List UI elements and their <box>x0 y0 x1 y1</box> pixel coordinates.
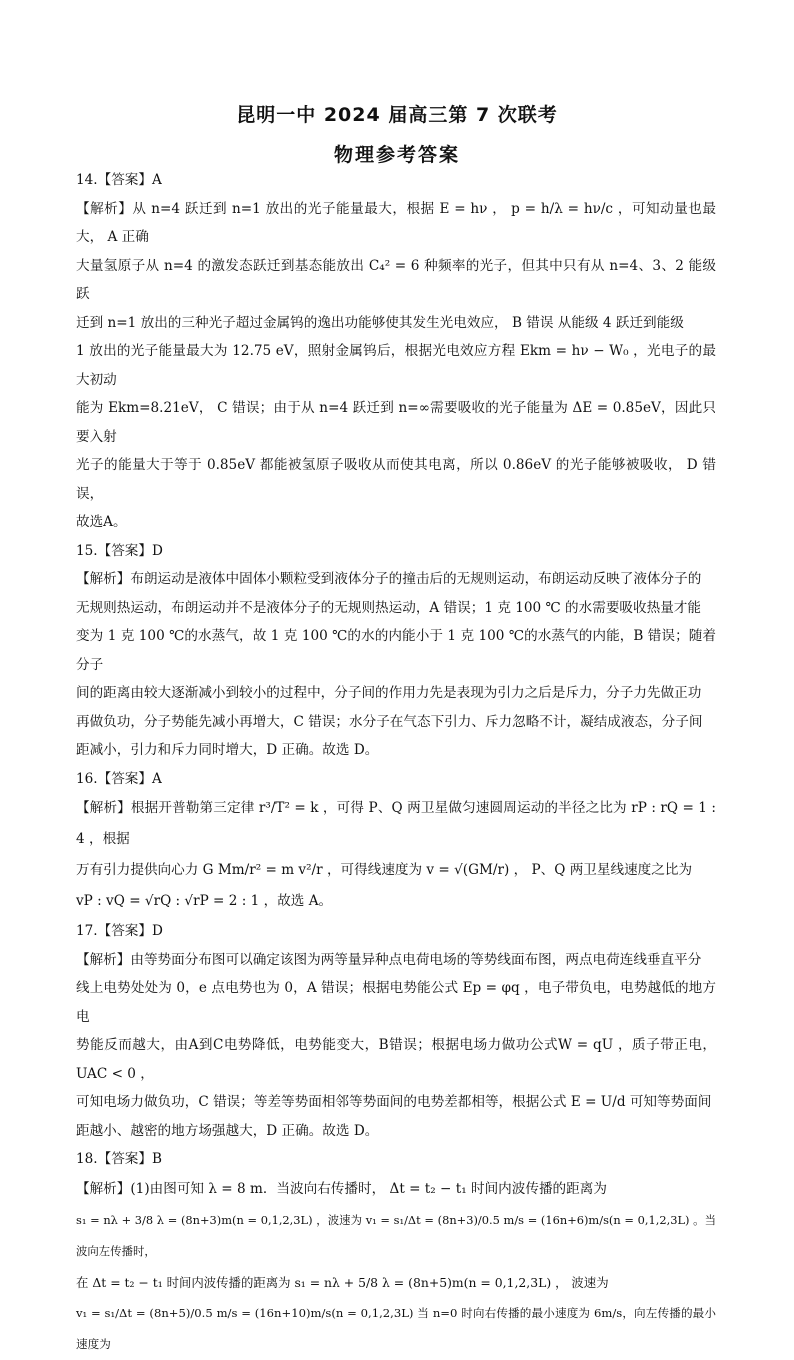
q14-analysis-line-5: 能为 Ekm=8.21eV， C 错误；由于从 n=4 跃迁到 n=∞需要吸收的光子能量为 ΔE = 0.85eV，因此只要入射 <box>76 400 716 445</box>
q15-analysis-line-1: 【解析】布朗运动是液体中固体小颗粒受到液体分子的撞击后的无规则运动，布朗运动反映了液体分子的 <box>76 571 702 587</box>
q15-answer: 15.【答案】D <box>76 542 163 559</box>
q15-analysis-line-3: 变为 1 克 100 ℃的水蒸气，故 1 克 100 ℃的水的内能小于 1 克 100 ℃的水蒸气的内能，B 错误；随着分子 <box>76 628 716 673</box>
q18-analysis-line-4: v₁ = s₁/Δt = (8n+5)/0.5 m/s = (16n+10)m/s(n = 0,1,2,3L) 当 n=0 时向右传播的最小速度为 6m/s，向左传播的最小速度为 <box>76 1305 716 1351</box>
q15-analysis-line-4: 间的距离由较大逐渐减小到较小的过程中，分子间的作用力先是表现为引力之后是斥力，分子力先做正功 <box>76 685 702 701</box>
q14-analysis-line-3: 迁到 n=1 放出的三种光子超过金属钨的逸出功能够使其发生光电效应， B 错误 从能级 4 跃迁到能级 <box>76 314 684 331</box>
q14-analysis-line-2: 大量氢原子从 n=4 的激发态跃迁到基态能放出 C₄² = 6 种频率的光子，但其中只有从 n=4、3、2 能级跃 <box>76 257 716 302</box>
q17-analysis-line-2: 线上电势处处为 0，e 点电势也为 0，A 错误；根据电势能公式 Ep = φq ，电子带负电，电势越低的地方电 <box>76 980 716 1025</box>
q17-analysis-line-1: 【解析】由等势面分布图可以确定该图为两等量异种点电荷电场的等势线面布图，两点电荷连线垂直平分 <box>76 951 702 968</box>
q14-analysis-line-4: 1 放出的光子能量最大为 12.75 eV，照射金属钨后，根据光电效应方程 Ekm = hν − W₀ ，光电子的最大初动 <box>76 343 716 388</box>
q16-analysis-line-3: vP : vQ = √rQ : √rP = 2 : 1 ，故选 A。 <box>76 893 333 909</box>
document-subtitle: 物理参考答案 <box>333 144 460 166</box>
q18-answer: 18.【答案】B <box>76 1151 162 1167</box>
q15-analysis-line-5: 再做负功，分子势能先减小再增大，C 错误；水分子在气态下引力、斥力忽略不计，凝结成液态，分子间 <box>76 713 703 730</box>
q18-analysis-line-1: 【解析】(1)由图可知 λ = 8 m．当波向右传播时， Δt = t₂ − t₁ 时间内波传播的距离为 <box>76 1180 607 1197</box>
q18-analysis-line-3: 在 Δt = t₂ − t₁ 时间内波传播的距离为 s₁ = nλ + 5/8 λ = (8n+5)m(n = 0,1,2,3L) ， 波速为 <box>76 1274 609 1290</box>
q17-answer: 17.【答案】D <box>76 923 163 939</box>
q14-analysis-line-1: 【解析】从 n=4 跃迁到 n=1 放出的光子能量最大，根据 E = hν ， p = h/λ = hν/c ，可知动量也最大， A 正确 <box>76 200 716 245</box>
q17-analysis-line-4: 可知电场力做负功，C 错误；等差等势面相邻等势面间的电势差都相等，根据公式 E = U/d 可知等势面间 <box>76 1094 712 1110</box>
q16-answer: 16.【答案】A <box>76 770 162 787</box>
q17-analysis-line-3: 势能反而越大，由A到C电势降低，电势能变大，B错误；根据电场力做功公式W = qU ，质子带正电， UAC < 0 ， <box>76 1037 716 1082</box>
q17-analysis-line-5: 距越小、越密的地方场强越大，D 正确。故选 D。 <box>76 1122 379 1139</box>
q18-analysis-line-2: s₁ = nλ + 3/8 λ = (8n+3)m(n = 0,1,2,3L) ，波速为 v₁ = s₁/Δt = (8n+3)/0.5 m/s = (16n+6)m/s(n = 0,1,2,3L) 。当波向左传播时， <box>76 1212 716 1258</box>
q14-answer: 14.【答案】A <box>76 172 162 188</box>
q16-analysis-line-2: 万有引力提供向心力 G Mm/r² = m v²/r ，可得线速度为 v = √(GM/r) ， P、Q 两卫星线速度之比为 <box>76 862 693 878</box>
q14-analysis-line-6: 光子的能量大于等于 0.85eV 都能被氢原子吸收从而使其电离，所以 0.86eV 的光子能够被吸收， D 错误， <box>76 457 716 502</box>
document-title: 昆明一中 2024 届高三第 7 次联考 <box>236 104 558 126</box>
q15-analysis-line-2: 无规则热运动，布朗运动并不是液体分子的无规则热运动，A 错误；1 克 100 ℃ 的水需要吸收热量才能 <box>76 599 701 616</box>
q16-analysis-line-1: 【解析】根据开普勒第三定律 r³/T² = k ，可得 P、Q 两卫星做匀速圆周运动的半径之比为 rP : rQ = 1 : 4 ，根据 <box>76 800 716 847</box>
answer-content <box>76 166 716 1360</box>
q15-analysis-line-6: 距减小，引力和斥力同时增大，D 正确。故选 D。 <box>76 742 379 758</box>
q14-analysis-line-7: 故选A。 <box>76 514 127 530</box>
